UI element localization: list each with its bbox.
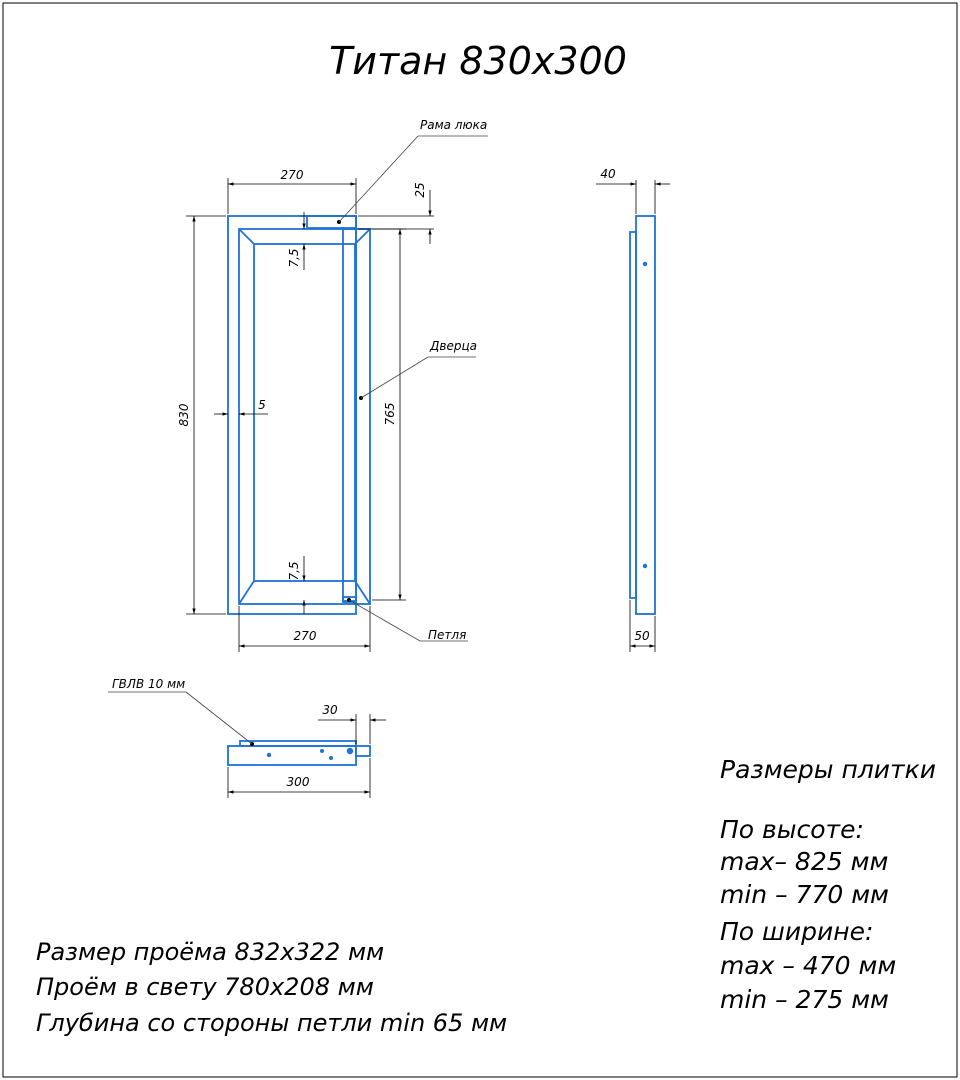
dim-height-door: 765 bbox=[383, 402, 397, 426]
note-opening-size: Размер проёма 832х322 мм bbox=[36, 938, 385, 966]
hinge-bar bbox=[343, 229, 356, 601]
tile-width-min: min – 275 мм bbox=[720, 985, 889, 1014]
front-view bbox=[177, 118, 488, 652]
callout-door: Дверца bbox=[430, 339, 477, 353]
note-depth: Глубина со стороны петли min 65 мм bbox=[36, 1009, 508, 1037]
dim-width-top: 270 bbox=[280, 168, 304, 182]
tile-height-min: min – 770 мм bbox=[720, 880, 889, 909]
tile-sizes-block bbox=[720, 755, 936, 1014]
dim-side-gap: 5 bbox=[258, 398, 266, 412]
dim-inset-top: 7,5 bbox=[287, 248, 301, 268]
dim-depth-top: 40 bbox=[600, 167, 616, 181]
door-inner bbox=[254, 244, 355, 581]
callout-hinge: Петля bbox=[428, 628, 467, 642]
tile-height-label: По высоте: bbox=[720, 815, 864, 844]
dim-plan-width: 300 bbox=[286, 775, 310, 789]
plan-body bbox=[228, 746, 356, 765]
dim-width-bottom: 270 bbox=[293, 629, 317, 643]
side-door bbox=[630, 232, 636, 598]
side-view bbox=[596, 167, 670, 652]
door-panel bbox=[239, 229, 370, 604]
tile-heading: Размеры плитки bbox=[720, 755, 936, 784]
drawing-title: Титан 830х300 bbox=[329, 39, 627, 83]
tile-width-label: По ширине: bbox=[720, 917, 874, 946]
dim-gap-top: 25 bbox=[413, 182, 427, 198]
dim-depth-bottom: 50 bbox=[634, 629, 650, 643]
side-frame bbox=[636, 216, 655, 614]
sheet-border bbox=[3, 3, 957, 1077]
callout-frame: Рама люка bbox=[420, 118, 488, 132]
tile-height-max: max– 825 мм bbox=[720, 847, 889, 876]
dim-plan-offset: 30 bbox=[322, 703, 338, 717]
frame-outer bbox=[228, 216, 356, 614]
plan-view bbox=[108, 677, 386, 798]
dim-height-total: 830 bbox=[177, 403, 191, 427]
dim-inset-bottom: 7,5 bbox=[287, 561, 301, 581]
note-clear-opening: Проём в свету 780х208 мм bbox=[36, 973, 374, 1001]
opening-notes bbox=[36, 938, 507, 1037]
tile-width-max: max – 470 мм bbox=[720, 951, 897, 980]
callout-board: ГВЛВ 10 мм bbox=[112, 677, 186, 691]
